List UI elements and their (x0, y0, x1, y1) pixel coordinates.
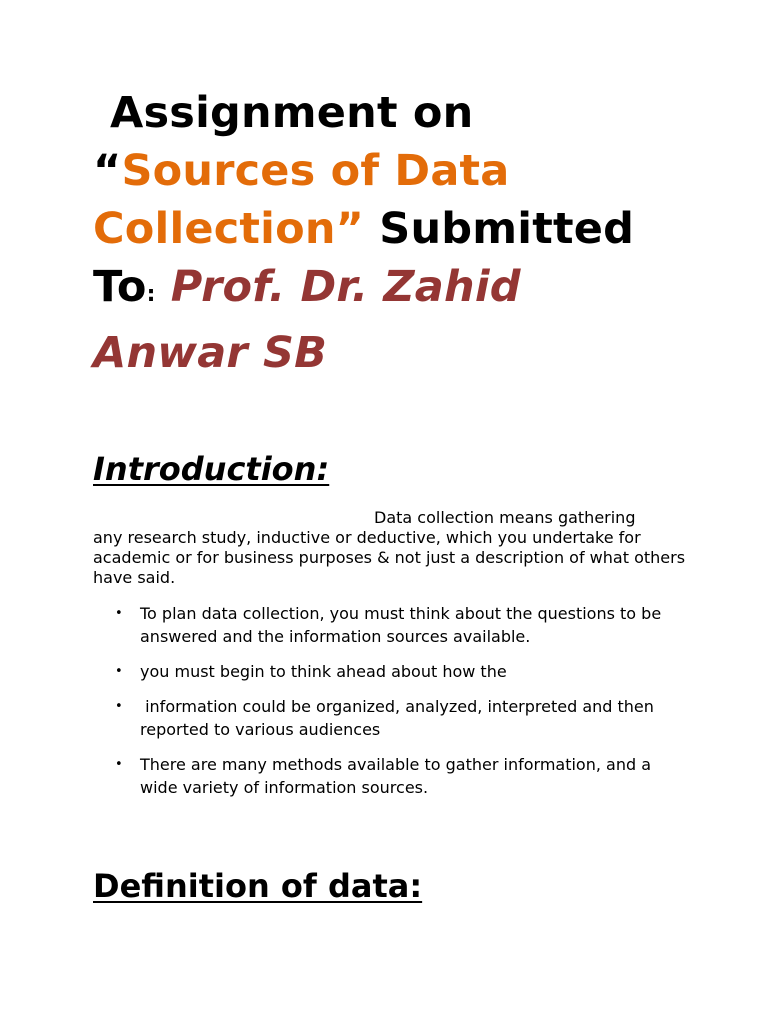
title-topic-part2: Collection” (93, 204, 365, 254)
bullet-icon: • (115, 699, 123, 714)
list-item (93, 695, 693, 741)
list-item (93, 753, 693, 799)
title-line-1 (93, 84, 703, 142)
title-submitted: Submitted (364, 204, 635, 254)
title-topic-part1: Sources of Data (121, 146, 510, 196)
list-item (93, 602, 693, 648)
introduction-bullet-list (93, 602, 693, 811)
introduction-paragraph-line1: Data collection means gathering (374, 508, 636, 527)
title-line-4 (93, 258, 703, 324)
list-item-text: you must begin to think ahead about how the (140, 662, 507, 681)
list-item-text: There are many methods available to gather information, and a wide variety of information sources. (140, 755, 652, 797)
list-item (93, 660, 693, 683)
title-line-3 (93, 200, 703, 258)
definition-heading: Definition of data: (93, 867, 423, 905)
bullet-icon: • (115, 606, 123, 621)
list-item-text: To plan data collection, you must think about the questions to be answered and the information sources available. (140, 604, 662, 646)
introduction-paragraph-rest: any research study, inductive or deductive, which you undertake for academic or for business purposes & not just a description of what others have said. (93, 528, 686, 587)
title-line-2 (93, 142, 703, 200)
title-to: To (93, 262, 147, 312)
title-professor-part1: Prof. Dr. Zahid (155, 262, 521, 312)
title-open-quote: “ (93, 146, 122, 196)
title-colon: : (146, 282, 156, 307)
title-assignment-on: Assignment on (110, 88, 474, 138)
bullet-icon: • (115, 757, 123, 772)
title-line-5 (93, 324, 703, 382)
introduction-heading: Introduction: (93, 450, 330, 488)
list-item-text: information could be organized, analyzed, interpreted and then reported to various audiences (140, 697, 660, 739)
title-professor-part2: Anwar SB (93, 328, 328, 378)
introduction-paragraph (93, 508, 693, 588)
document-title (93, 84, 703, 382)
bullet-icon: • (115, 664, 123, 679)
